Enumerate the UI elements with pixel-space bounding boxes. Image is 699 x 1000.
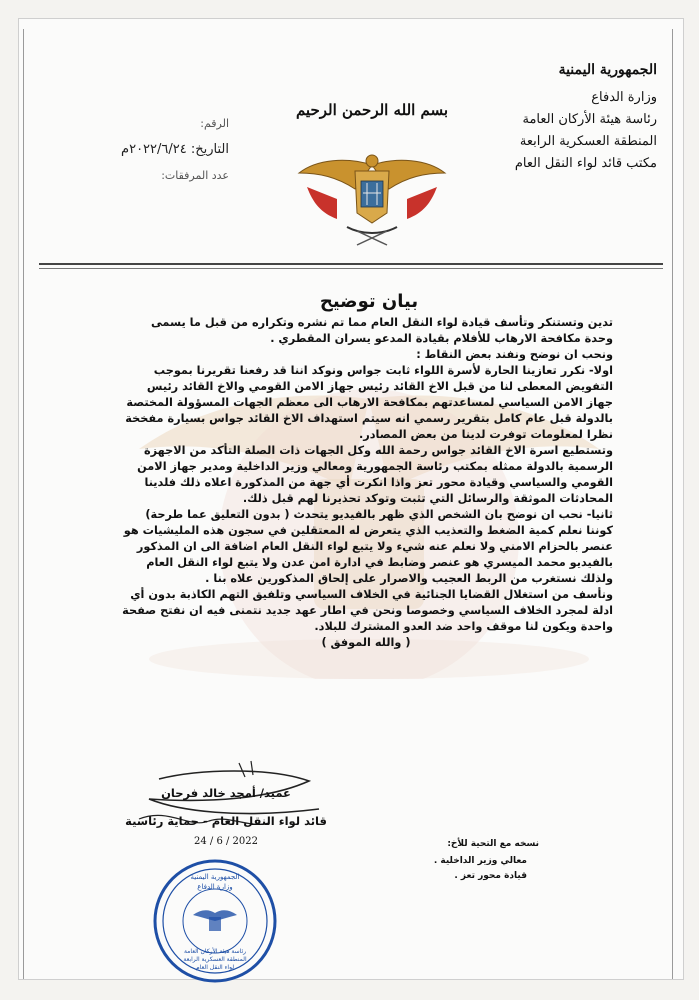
country-name: الجمهورية اليمنية — [558, 62, 657, 78]
body-paragraph: ونأسف من استغلال القضايا الجنائية في الخلاف السياسي وتلفيق التهم الكاذبة بدون أي ادلة لمجرد الخلاف السياسي وخصوصا ونحن في اطار عهد جديد نتمنى فيه ان نفتح صفحة واحدة ويكون لنا موقف واحد ضد العدو المشترك للبلاد. — [122, 588, 613, 633]
ref-label: الرقم: — [200, 117, 229, 130]
region-name: المنطقة العسكرية الرابعة — [519, 134, 657, 149]
body-paragraph: اولا- نكرر تعازينا الحارة لأسرة اللواء ثابت جواس ونوكد اننا قد رفعنا تقريرنا بموجب التفويض المعطى لنا من قبل الاخ القائد رئيس جهاز الامن القومي والاخ القائد رئيس جهاز الامن السياسي لمساعدتهم بمكافحة الارهاب الى معظم الجهات المسؤولة المختصة بالدولة قبل عام كامل بتقرير رسمي انه سيتم استهداف الاخ القائد جواس بسيارة مفخخة نظرا لمعلومات توفرت لدينا من بعض المصادر. — [125, 364, 613, 441]
body-paragraph: ثانيا- نحب ان نوضح بان الشخص الذي ظهر بالفيديو يتحدث ( بدون التعليق عما طرحة) كوننا نعلم كمية الضغط والتعذيب الذي يتعرض له المعتقلين في سجون هذه المليشيات هو عنصر بالحزام الامني ولا نعلم عنه شيء ولا يتبع لواء النقل العام اضافة الى ان المذكور بالفيديو محمد الميسري هو عنصر وضابط في ادارة امن عدن ولا يتبع لواء النقل العام ولذلك نستغرب من الربط العجيب والاصرار على إلحاق المذكورين علاه بنا . — [123, 508, 613, 585]
official-stamp-icon — [151, 857, 279, 985]
copies-list — [369, 854, 539, 884]
presidency-name: رئاسة هيئة الأركان العامة — [522, 112, 657, 127]
body-paragraph: تدين وتستنكر وتأسف قيادة لواء النقل العام مما تم نشره وتكراره من قبل ما يسمى وحدة مكافحة الارهاب للأفلام بقيادة المدعو يسران المقطري . — [150, 316, 613, 345]
office-name: مكتب قائد لواء النقل العام — [514, 156, 657, 171]
list-item: قيادة محور تعز . — [454, 871, 527, 881]
stamp-region: المنطقة العسكرية الرابعة — [183, 956, 247, 963]
date-value: ٢٠٢٢/٦/٢٤م — [121, 142, 187, 157]
stamp-country: الجمهورية اليمنية — [190, 873, 240, 881]
copies-block — [369, 837, 539, 884]
signature-date: 24 / 6 / 2022 — [194, 836, 258, 847]
body-paragraph: وتستطيع اسرة الاخ القائد جواس رحمة الله وكل الجهات ذات الصلة التأكد من الاجهزة الرسمية بالدولة ممثله بمكتب رئاسة الجمهورية ومعالي وزير الداخلية ومدير جهاز الامن القومي والسياسي وقيادة محور تعز واذا انكرت أي جهة من المذكورة اعلاه ذلك فلدينا المحادثات الموثقة والرسائل التي تثبت وتوكد تحذيرنا لهم قبل ذلك. — [137, 444, 613, 505]
signer-position: قائد لواء النقل العام - حماية رئاسية — [125, 814, 327, 828]
stamp-ministry: وزارة الدفاع — [197, 883, 233, 891]
header-divider — [39, 263, 663, 265]
attachments-label: عدد المرفقات: — [161, 169, 229, 182]
eagle-emblem-icon — [297, 147, 447, 247]
copies-heading: نسخه مع التحية للأخ: — [447, 839, 539, 849]
body-paragraph: ونحب ان نوضح ونفند بعض النقاط : — [416, 348, 613, 361]
header-meta-block — [59, 111, 229, 189]
document-title: بيان توضيح — [319, 291, 419, 312]
list-item: معالي وزير الداخلية . — [433, 856, 527, 866]
header-divider-thin — [39, 268, 663, 269]
letter-page — [18, 18, 684, 980]
stamp-presidency: رئاسة هيئة الأركان العامة — [183, 948, 247, 955]
stamp-brigade: لواء النقل العام — [195, 964, 235, 971]
signer-name: عميد/ أمجد خالد فرحان — [161, 786, 291, 800]
date-line — [59, 137, 229, 163]
date-label: التاريخ: — [190, 142, 229, 157]
basmala: بسم الله الرحمن الرحيم — [295, 101, 449, 119]
ministry-name: وزارة الدفاع — [591, 90, 657, 105]
signature-block — [111, 779, 341, 849]
document-body — [119, 315, 613, 651]
closing-line: ( والله الموفق ) — [321, 636, 411, 649]
header-issuer-block — [457, 59, 657, 175]
